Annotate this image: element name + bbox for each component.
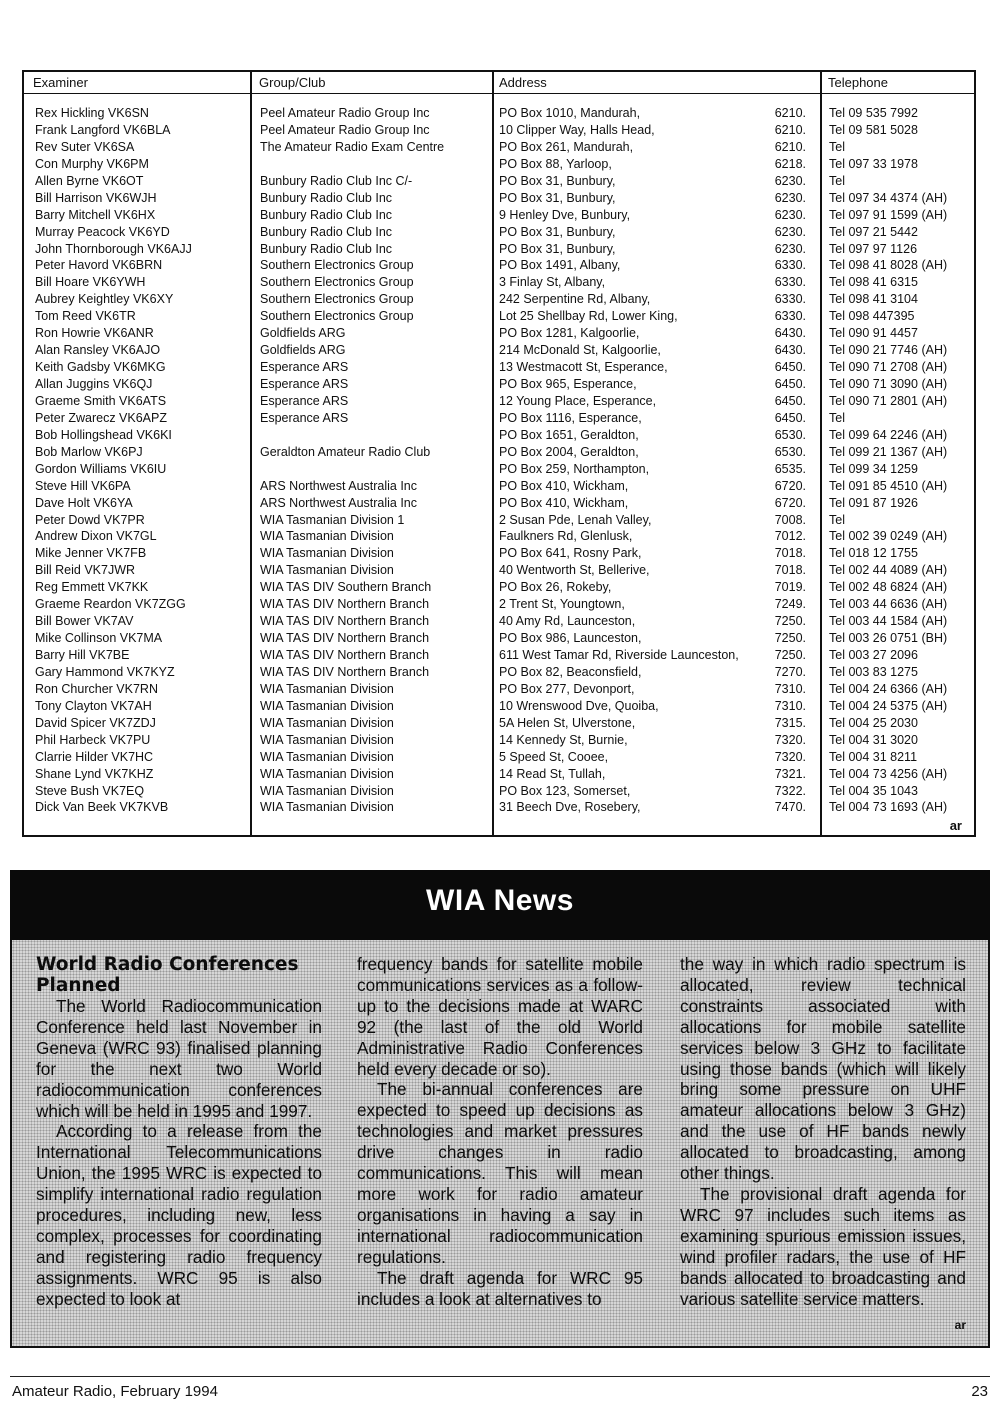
group-cell: WIA TAS DIV Southern Branch <box>260 580 432 595</box>
address-cell: 9 Henley Dve, Bunbury, <box>499 207 631 222</box>
telephone-cell: Tel 004 24 6366 (AH) <box>829 681 948 696</box>
header-address: Address <box>499 75 547 90</box>
group-cell: WIA Tasmanian Division 1 <box>260 512 405 527</box>
telephone-cell: Tel 09 581 5028 <box>829 122 918 137</box>
address-cell: PO Box 88, Yarloop, <box>499 156 612 171</box>
paragraph: the way in which radio spectrum is allocated, review technical constraints associated with allocations for mobile satellite services below 3 GHz to facilitate using those bands (which will likely bring some pressure on UHF amateur allocations below 3 GHz) and the use of HF bands newly allocated to broadcasting, among other things. <box>680 954 966 1184</box>
table-row <box>24 274 974 291</box>
telephone-cell: Tel 002 39 0249 (AH) <box>829 529 948 544</box>
examiner-cell: Phil Harbeck VK7PU <box>35 732 151 747</box>
examiner-cell: Murray Peacock VK6YD <box>35 224 170 239</box>
postcode-cell: 6450. <box>774 410 806 425</box>
table-row <box>24 799 974 816</box>
postcode-cell: 6450. <box>774 360 806 375</box>
postcode-cell: 6210. <box>774 139 806 154</box>
address-cell: 14 Kennedy St, Burnie, <box>499 732 628 747</box>
group-cell: WIA Tasmanian Division <box>260 766 394 781</box>
group-cell: Esperance ARS <box>260 393 349 408</box>
postcode-cell: 7012. <box>774 529 806 544</box>
telephone-cell: Tel <box>829 410 845 425</box>
group-cell: Southern Electronics Group <box>260 275 414 290</box>
examiner-cell: Reg Emmett VK7KK <box>35 580 149 595</box>
paragraph: frequency bands for satellite mobile communications services as a follow-up to the decisions made at WARC 92 (the last of the old World Administrative Radio Conferences held every decade or so). <box>357 954 643 1079</box>
telephone-cell: Tel 091 87 1926 <box>829 495 918 510</box>
paragraph: The World Radiocommunication Conference held last November in Geneva (WRC 93) finalised planning for the next two World radiocommunication conferences which will be held in 1995 and 1997. <box>36 996 322 1121</box>
table-row <box>24 241 974 258</box>
table-row <box>24 427 974 444</box>
telephone-cell: Tel 004 73 4256 (AH) <box>829 766 948 781</box>
examiner-cell: Gordon Williams VK6IU <box>35 461 167 476</box>
group-cell: Geraldton Amateur Radio Club <box>260 444 431 459</box>
table-row <box>24 613 974 630</box>
address-cell: PO Box 641, Rosny Park, <box>499 546 642 561</box>
postcode-cell: 6535. <box>774 461 806 476</box>
telephone-cell: Tel 004 35 1043 <box>829 783 918 798</box>
table-row <box>24 308 974 325</box>
address-cell: PO Box 965, Esperance, <box>499 377 637 391</box>
postcode-cell: 7008. <box>774 512 806 527</box>
address-cell: 242 Serpentine Rd, Albany, <box>499 292 651 307</box>
address-cell: 12 Young Place, Esperance, <box>499 393 657 408</box>
table-row <box>24 749 974 766</box>
examiner-cell: Rex Hickling VK6SN <box>35 106 149 120</box>
examiner-cell: Ron Howrie VK6ANR <box>35 326 154 341</box>
postcode-cell: 7019. <box>774 580 806 595</box>
postcode-cell: 6450. <box>774 377 806 391</box>
telephone-cell: Tel 097 91 1599 (AH) <box>829 207 948 222</box>
address-cell: PO Box 31, Bunbury, <box>499 173 616 188</box>
postcode-cell: 6720. <box>774 478 806 493</box>
group-cell: WIA Tasmanian Division <box>260 800 394 815</box>
address-cell: 611 West Tamar Rd, Riverside Launceston, <box>499 648 739 662</box>
group-cell: WIA Tasmanian Division <box>260 563 394 578</box>
group-cell: Esperance ARS <box>260 377 349 391</box>
postcode-cell: 7310. <box>774 698 806 713</box>
examiner-cell: Mike Collinson VK7MA <box>35 631 163 646</box>
examiner-cell: Steve Hill VK6PA <box>35 478 131 493</box>
telephone-cell: Tel 002 48 6824 (AH) <box>829 580 948 595</box>
postcode-cell: 7250. <box>774 614 806 629</box>
header-divider <box>24 93 974 94</box>
address-cell: 10 Wrenswood Dve, Quoiba, <box>499 698 659 713</box>
table-row <box>24 528 974 545</box>
group-cell: Southern Electronics Group <box>260 309 414 324</box>
address-cell: PO Box 410, Wickham, <box>499 478 629 493</box>
telephone-cell: Tel 090 91 4457 <box>829 326 918 341</box>
paragraph: The draft agenda for WRC 95 includes a look at alternatives to <box>357 1267 643 1309</box>
group-cell: Peel Amateur Radio Group Inc <box>260 122 430 137</box>
telephone-cell: Tel 003 83 1275 <box>829 664 918 679</box>
examiner-cell: Ron Churcher VK7RN <box>35 681 158 696</box>
examiner-cell: Gary Hammond VK7KYZ <box>35 664 175 679</box>
table-row <box>24 105 974 122</box>
table-row <box>24 596 974 613</box>
examiner-cell: Bill Hoare VK6YWH <box>35 275 146 290</box>
header-examiner: Examiner <box>33 75 88 90</box>
group-cell: Bunbury Radio Club Inc C/- <box>260 173 413 188</box>
postcode-cell: 7250. <box>774 631 806 646</box>
address-cell: PO Box 2004, Geraldton, <box>499 444 639 459</box>
group-cell: WIA Tasmanian Division <box>260 749 394 764</box>
address-cell: PO Box 26, Rokeby, <box>499 580 612 595</box>
news-article <box>10 940 990 1348</box>
postcode-cell: 6230. <box>774 207 806 222</box>
address-cell: 40 Amy Rd, Launceston, <box>499 614 636 629</box>
examiner-cell: Bill Reid VK7JWR <box>35 563 136 578</box>
postcode-cell: 6430. <box>774 343 806 358</box>
group-cell: WIA TAS DIV Northern Branch <box>260 648 430 662</box>
group-cell: Goldfields ARG <box>260 343 346 358</box>
postcode-cell: 6530. <box>774 444 806 459</box>
telephone-cell: Tel 004 31 8211 <box>829 749 918 764</box>
group-cell: WIA Tasmanian Division <box>260 529 394 544</box>
telephone-cell: Tel 090 71 2708 (AH) <box>829 360 948 375</box>
examiner-table <box>22 70 976 837</box>
examiner-cell: Rev Suter VK6SA <box>35 139 135 154</box>
table-row <box>24 732 974 749</box>
table-row <box>24 647 974 664</box>
examiner-cell: Dave Holt VK6YA <box>35 495 133 510</box>
news-banner <box>10 870 990 940</box>
telephone-cell: Tel 004 24 5375 (AH) <box>829 698 948 713</box>
group-cell: Bunbury Radio Club Inc <box>260 241 393 256</box>
examiner-cell: Bill Bower VK7AV <box>35 614 134 629</box>
examiner-cell: Bob Hollingshead VK6KI <box>35 427 172 442</box>
group-cell: WIA TAS DIV Northern Branch <box>260 631 430 646</box>
publication-title: Amateur Radio, February 1994 <box>12 1383 218 1400</box>
article-column-3 <box>680 954 966 1309</box>
telephone-cell: Tel 090 71 3090 (AH) <box>829 377 948 391</box>
group-cell: Bunbury Radio Club Inc <box>260 207 393 222</box>
table-row <box>24 224 974 241</box>
address-cell: PO Box 1491, Albany, <box>499 258 621 273</box>
telephone-cell: Tel 097 21 5442 <box>829 224 918 239</box>
group-cell: WIA Tasmanian Division <box>260 732 394 747</box>
postcode-cell: 6330. <box>774 309 806 324</box>
group-cell: WIA Tasmanian Division <box>260 715 394 730</box>
address-cell: 40 Wentworth St, Bellerive, <box>499 563 650 578</box>
postcode-cell: 6230. <box>774 173 806 188</box>
telephone-cell: Tel 098 41 8028 (AH) <box>829 258 948 273</box>
telephone-cell: Tel 090 21 7746 (AH) <box>829 343 948 358</box>
postcode-cell: 7018. <box>774 563 806 578</box>
examiner-cell: David Spicer VK7ZDJ <box>35 715 156 730</box>
table-row <box>24 766 974 783</box>
telephone-cell: Tel 097 33 1978 <box>829 156 918 171</box>
address-cell: PO Box 261, Mandurah, <box>499 139 634 154</box>
group-cell: Bunbury Radio Club Inc <box>260 224 393 239</box>
address-cell: 2 Susan Pde, Lenah Valley, <box>499 512 652 527</box>
table-row <box>24 173 974 190</box>
address-cell: 3 Finlay St, Albany, <box>499 275 606 290</box>
telephone-cell: Tel 018 12 1755 <box>829 546 918 561</box>
postcode-cell: 6230. <box>774 241 806 256</box>
postcode-cell: 6430. <box>774 326 806 341</box>
address-cell: Lot 25 Shellbay Rd, Lower King, <box>499 309 678 324</box>
examiner-cell: Allan Juggins VK6QJ <box>35 377 153 391</box>
address-cell: PO Box 1281, Kalgoorlie, <box>499 326 640 341</box>
table-row <box>24 461 974 478</box>
group-cell: WIA TAS DIV Northern Branch <box>260 664 430 679</box>
postcode-cell: 6230. <box>774 190 806 205</box>
paragraph: The provisional draft agenda for WRC 97 includes such items as examining spurious emission issues, wind profiler radars, the use of HF bands allocated to broadcasting and various satellite service matters. <box>680 1183 966 1309</box>
postcode-cell: 6720. <box>774 495 806 510</box>
examiner-cell: Alan Ransley VK6AJO <box>35 343 161 358</box>
table-row <box>24 698 974 715</box>
address-cell: 2 Trent St, Youngtown, <box>499 597 625 612</box>
group-cell: ARS Northwest Australia Inc <box>260 495 418 510</box>
address-cell: Faulkners Rd, Glenlusk, <box>499 529 633 544</box>
table-row <box>24 325 974 342</box>
examiner-cell: Clarrie Hilder VK7HC <box>35 749 154 764</box>
postcode-cell: 7321. <box>774 766 806 781</box>
table-row <box>24 257 974 274</box>
address-cell: PO Box 1010, Mandurah, <box>499 106 641 120</box>
examiner-cell: Barry Mitchell VK6HX <box>35 207 156 222</box>
address-cell: PO Box 31, Bunbury, <box>499 190 616 205</box>
telephone-cell: Tel <box>829 173 845 188</box>
postcode-cell: 7270. <box>774 664 806 679</box>
table-row <box>24 715 974 732</box>
group-cell: Esperance ARS <box>260 410 349 425</box>
examiner-cell: Andrew Dixon VK7GL <box>35 529 157 544</box>
examiner-cell: Graeme Smith VK6ATS <box>35 393 167 408</box>
group-cell: WIA TAS DIV Northern Branch <box>260 597 430 612</box>
telephone-cell: Tel 098 41 3104 <box>829 292 918 307</box>
table-row <box>24 783 974 800</box>
telephone-cell: Tel 004 31 3020 <box>829 732 918 747</box>
examiner-cell: Steve Bush VK7EQ <box>35 783 145 798</box>
examiner-cell: John Thornborough VK6AJJ <box>35 241 192 256</box>
telephone-cell: Tel <box>829 139 845 154</box>
postcode-cell: 6530. <box>774 427 806 442</box>
address-cell: 10 Clipper Way, Halls Head, <box>499 122 655 137</box>
table-row <box>24 139 974 156</box>
telephone-cell: Tel 002 44 4089 (AH) <box>829 563 948 578</box>
telephone-cell: Tel 099 34 1259 <box>829 461 918 476</box>
telephone-cell: Tel 091 85 4510 (AH) <box>829 478 948 493</box>
table-body <box>24 105 974 816</box>
article-column-2 <box>357 954 643 1309</box>
table-row <box>24 291 974 308</box>
group-cell: Southern Electronics Group <box>260 258 414 273</box>
telephone-cell: Tel 003 27 2096 <box>829 648 918 662</box>
table-row <box>24 562 974 579</box>
telephone-cell: Tel 097 97 1126 <box>829 241 918 256</box>
telephone-cell: Tel 098 447395 <box>829 309 915 324</box>
table-row <box>24 376 974 393</box>
examiner-cell: Tony Clayton VK7AH <box>35 698 152 713</box>
group-cell: WIA TAS DIV Northern Branch <box>260 614 430 629</box>
address-cell: PO Box 31, Bunbury, <box>499 241 616 256</box>
examiner-cell: Peter Dowd VK7PR <box>35 512 145 527</box>
article-column-1 <box>36 954 322 1310</box>
telephone-cell: Tel 097 34 4374 (AH) <box>829 190 948 205</box>
address-cell: 13 Westmacott St, Esperance, <box>499 360 668 375</box>
table-row <box>24 156 974 173</box>
examiner-cell: Dick Van Beek VK7KVB <box>35 800 169 815</box>
address-cell: PO Box 1651, Geraldton, <box>499 427 639 442</box>
news-title: WIA News <box>426 884 574 917</box>
group-cell: WIA Tasmanian Division <box>260 783 394 798</box>
address-cell: PO Box 123, Somerset, <box>499 783 631 798</box>
table-row <box>24 342 974 359</box>
postcode-cell: 6210. <box>774 106 806 120</box>
address-cell: PO Box 410, Wickham, <box>499 495 629 510</box>
end-mark: ar <box>954 1318 966 1332</box>
postcode-cell: 7315. <box>774 715 806 730</box>
postcode-cell: 7310. <box>774 681 806 696</box>
address-cell: PO Box 259, Northampton, <box>499 461 650 476</box>
address-cell: PO Box 1116, Esperance, <box>499 410 642 425</box>
telephone-cell: Tel 003 26 0751 (BH) <box>829 631 948 646</box>
examiner-cell: Mike Jenner VK7FB <box>35 546 147 561</box>
address-cell: PO Box 277, Devonport, <box>499 681 635 696</box>
telephone-cell: Tel <box>829 512 845 527</box>
group-cell: WIA Tasmanian Division <box>260 681 394 696</box>
group-cell: Bunbury Radio Club Inc <box>260 190 393 205</box>
table-row <box>24 478 974 495</box>
table-row <box>24 630 974 647</box>
page-number: 23 <box>971 1383 988 1400</box>
address-cell: 5A Helen St, Ulverstone, <box>499 715 636 730</box>
examiner-cell: Frank Langford VK6BLA <box>35 122 171 137</box>
examiner-cell: Shane Lynd VK7KHZ <box>35 766 154 781</box>
table-row <box>24 190 974 207</box>
table-row <box>24 681 974 698</box>
telephone-cell: Tel 003 44 6636 (AH) <box>829 597 948 612</box>
table-row <box>24 410 974 427</box>
telephone-cell: Tel 003 44 1584 (AH) <box>829 614 948 629</box>
postcode-cell: 7320. <box>774 732 806 747</box>
table-row <box>24 664 974 681</box>
examiner-cell: Aubrey Keightley VK6XY <box>35 292 174 307</box>
table-row <box>24 393 974 410</box>
table-row <box>24 122 974 139</box>
address-cell: PO Box 31, Bunbury, <box>499 224 616 239</box>
table-row <box>24 444 974 461</box>
examiner-cell: Peter Havord VK6BRN <box>35 258 163 273</box>
postcode-cell: 6210. <box>774 122 806 137</box>
telephone-cell: Tel 004 25 2030 <box>829 715 918 730</box>
address-cell: 214 McDonald St, Kalgoorlie, <box>499 343 661 358</box>
table-row <box>24 359 974 376</box>
telephone-cell: Tel 004 73 1693 (AH) <box>829 800 948 815</box>
header-telephone: Telephone <box>828 75 888 90</box>
group-cell: WIA Tasmanian Division <box>260 698 394 713</box>
group-cell: Goldfields ARG <box>260 326 346 341</box>
postcode-cell: 7320. <box>774 749 806 764</box>
examiner-cell: Barry Hill VK7BE <box>35 648 130 662</box>
postcode-cell: 6330. <box>774 258 806 273</box>
table-row <box>24 207 974 224</box>
header-group: Group/Club <box>259 75 326 90</box>
examiner-cell: Keith Gadsby VK6MKG <box>35 360 166 375</box>
telephone-cell: Tel 09 535 7992 <box>829 106 918 120</box>
examiner-cell: Tom Reed VK6TR <box>35 309 136 324</box>
footer-divider <box>10 1376 990 1377</box>
postcode-cell: 7322. <box>774 783 806 798</box>
address-cell: 31 Beech Dve, Rosebery, <box>499 800 641 815</box>
postcode-cell: 6218. <box>774 156 806 171</box>
end-mark: ar <box>949 818 962 833</box>
address-cell: 5 Speed St, Cooee, <box>499 749 609 764</box>
address-cell: 14 Read St, Tullah, <box>499 766 606 781</box>
examiner-cell: Bill Harrison VK6WJH <box>35 190 157 205</box>
paragraph: The bi-annual conferences are expected to speed up decisions as technologies and market pressures drive changes in radio communications. This will mean more work for radio amateur organisations in having a say in international radiocommunication regulations. <box>357 1079 643 1267</box>
group-cell: Esperance ARS <box>260 360 349 375</box>
postcode-cell: 7249. <box>774 597 806 612</box>
table-row <box>24 512 974 529</box>
table-row <box>24 545 974 562</box>
examiner-cell: Peter Zwarecz VK6APZ <box>35 410 167 425</box>
telephone-cell: Tel 099 21 1367 (AH) <box>829 444 948 459</box>
table-row <box>24 495 974 512</box>
examiner-cell: Allen Byrne VK6OT <box>35 173 144 188</box>
telephone-cell: Tel 090 71 2801 (AH) <box>829 393 948 408</box>
postcode-cell: 6330. <box>774 275 806 290</box>
postcode-cell: 7250. <box>774 648 806 662</box>
group-cell: WIA Tasmanian Division <box>260 546 394 561</box>
postcode-cell: 6330. <box>774 292 806 307</box>
telephone-cell: Tel 099 64 2246 (AH) <box>829 427 948 442</box>
group-cell: Southern Electronics Group <box>260 292 414 307</box>
address-cell: PO Box 82, Beaconsfield, <box>499 664 642 679</box>
telephone-cell: Tel 098 41 6315 <box>829 275 918 290</box>
table-row <box>24 579 974 596</box>
examiner-cell: Bob Marlow VK6PJ <box>35 444 143 459</box>
postcode-cell: 7470. <box>774 800 806 815</box>
examiner-cell: Graeme Reardon VK7ZGG <box>35 597 186 612</box>
postcode-cell: 6230. <box>774 224 806 239</box>
postcode-cell: 7018. <box>774 546 806 561</box>
paragraph: According to a release from the International Telecommunications Union, the 1995 WRC is expected to simplify international radio regulation procedures, including new, less complex, processes for coordinating and registering radio frequency assignments. WRC 95 is also expected to look at <box>36 1121 322 1309</box>
examiner-cell: Con Murphy VK6PM <box>35 156 149 171</box>
group-cell: The Amateur Radio Exam Centre <box>260 139 445 154</box>
group-cell: ARS Northwest Australia Inc <box>260 478 418 493</box>
group-cell: Peel Amateur Radio Group Inc <box>260 106 430 120</box>
postcode-cell: 6450. <box>774 393 806 408</box>
article-heading: World Radio Conferences Planned <box>36 954 299 996</box>
address-cell: PO Box 986, Launceston, <box>499 631 642 646</box>
